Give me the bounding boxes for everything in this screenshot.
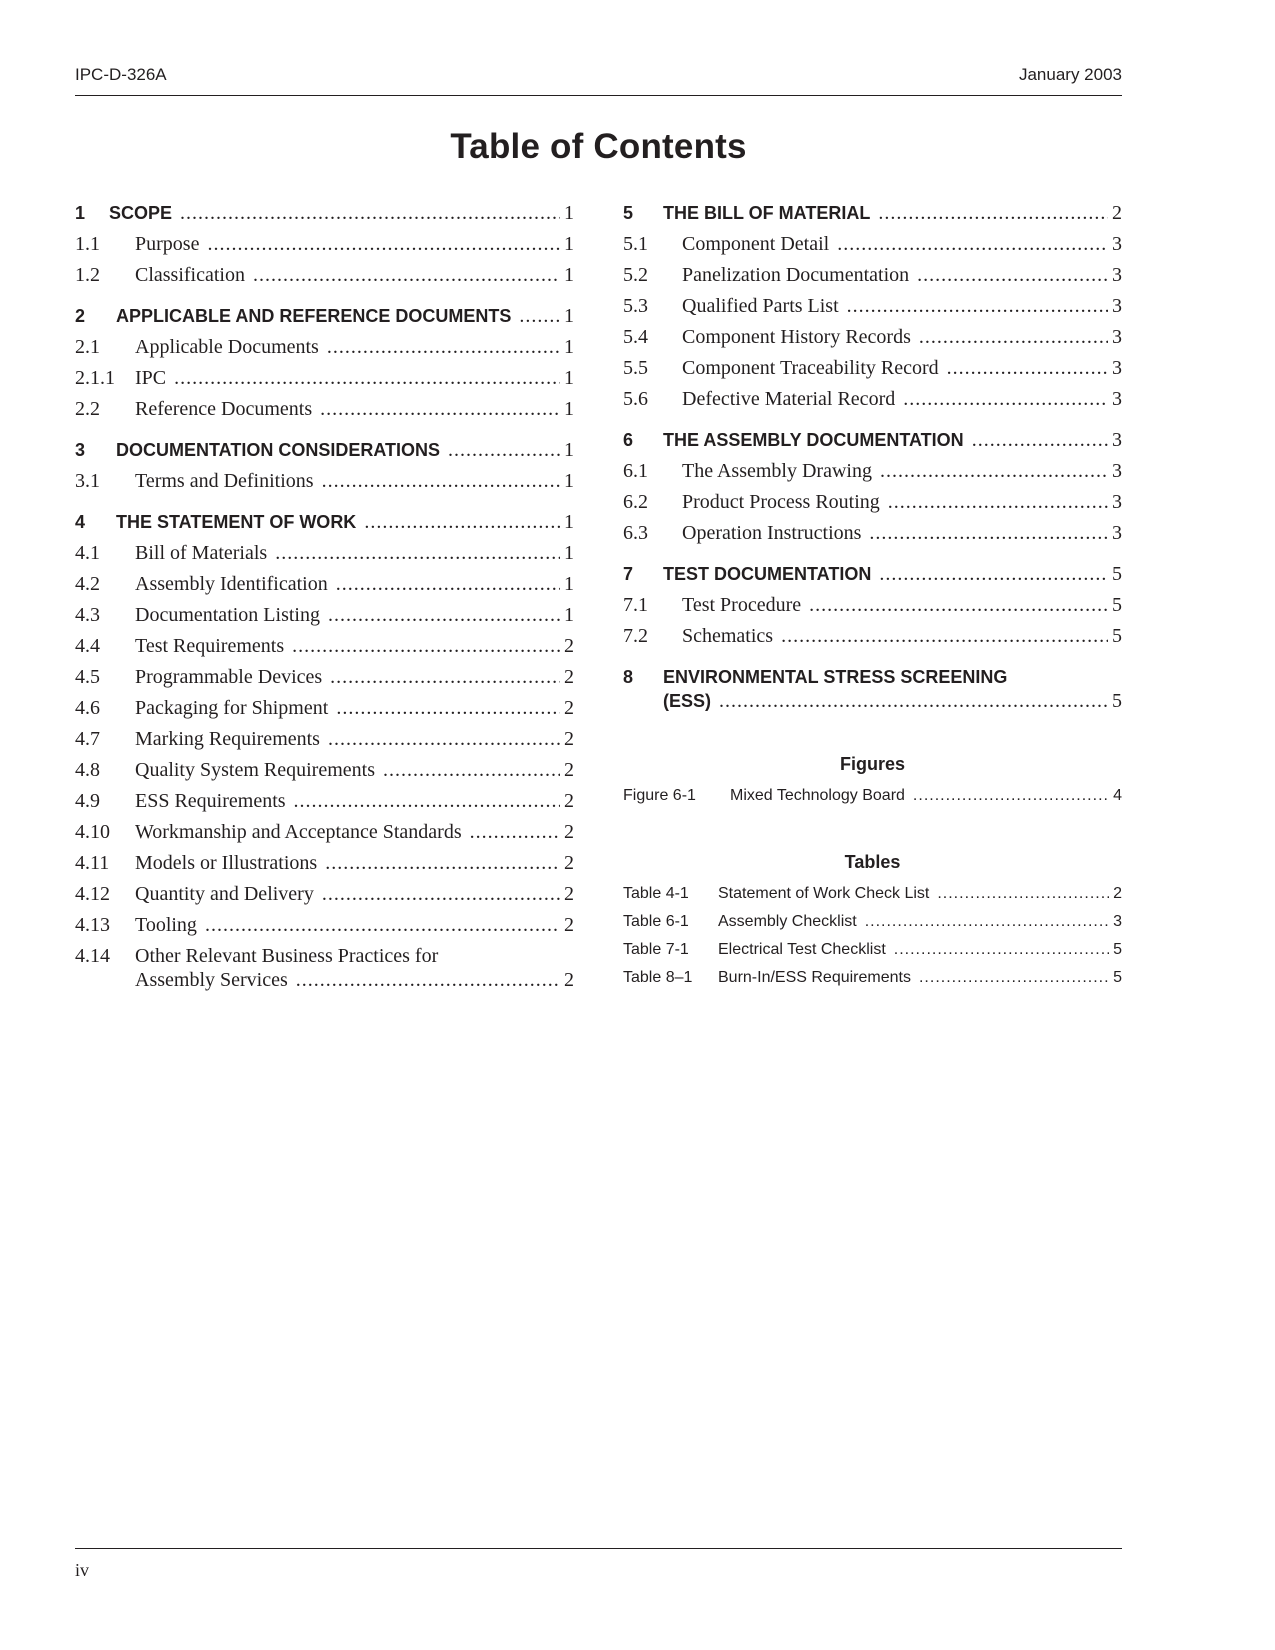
toc-leader-dots — [364, 507, 560, 538]
table-list-entry — [623, 936, 1122, 964]
toc-entry-number: 7 — [623, 564, 634, 584]
toc-leader-dots — [448, 435, 560, 466]
document-id: IPC-D-326A — [75, 65, 167, 84]
toc-subsection-entry — [75, 260, 574, 291]
toc-entry-number: 4.2 — [75, 573, 100, 595]
toc-subsection-entry — [75, 786, 574, 817]
toc-entry-text — [135, 600, 574, 631]
toc-subsection-entry — [623, 353, 1122, 384]
toc-entry-number: 1.1 — [75, 233, 100, 255]
toc-subsection-entry — [623, 487, 1122, 518]
toc-section-entry — [623, 662, 1122, 712]
toc-entry-page: 3 — [1112, 264, 1122, 286]
toc-leader-dots — [207, 229, 560, 260]
list-leader-dots — [919, 964, 1109, 992]
list-entry-title: Assembly Checklist — [718, 913, 857, 930]
toc-entry-title: Terms and Definitions — [135, 470, 314, 492]
toc-entry-page: 2 — [564, 821, 574, 843]
toc-entry-text — [663, 686, 1122, 717]
toc-entry-number: 5 — [623, 203, 634, 223]
tables-heading: Tables — [844, 852, 901, 872]
toc-subsection-entry — [75, 394, 574, 425]
list-entry-text — [730, 782, 1122, 810]
toc-entry-page: 2 — [564, 790, 574, 812]
toc-leader-dots — [879, 559, 1108, 590]
toc-entry-text — [663, 559, 1122, 590]
toc-subsection-entry — [75, 941, 574, 991]
toc-entry-page: 1 — [564, 367, 574, 389]
toc-entry-text — [135, 848, 574, 879]
toc-leader-dots — [919, 322, 1108, 353]
toc-entry-page: 2 — [564, 883, 574, 905]
toc-entry-title: Quantity and Delivery — [135, 883, 314, 905]
toc-subsection-entry — [623, 291, 1122, 322]
toc-entry-text — [682, 487, 1122, 518]
toc-subsection-entry — [623, 229, 1122, 260]
toc-entry-title: Packaging for Shipment — [135, 697, 329, 719]
list-entry-text — [718, 964, 1122, 992]
toc-entry-number: 4.4 — [75, 635, 100, 657]
toc-subsection-entry — [75, 755, 574, 786]
toc-subsection-entry — [75, 848, 574, 879]
toc-entry-page: 1 — [564, 336, 574, 358]
toc-entry-number: 4.10 — [75, 821, 110, 843]
toc-entry-text — [682, 384, 1122, 415]
toc-leader-dots — [330, 662, 560, 693]
toc-leader-dots — [325, 848, 560, 879]
toc-subsection-entry — [623, 260, 1122, 291]
toc-subsection-entry — [75, 538, 574, 569]
toc-entry-page: 5 — [1112, 625, 1122, 647]
toc-entry-title: THE BILL OF MATERIAL — [663, 203, 871, 223]
toc-entry-text — [135, 363, 574, 394]
toc-section-entry — [623, 559, 1122, 590]
list-leader-dots — [894, 936, 1109, 964]
toc-entry-page: 1 — [564, 305, 574, 327]
list-entry-text — [718, 936, 1122, 964]
toc-subsection-entry — [623, 456, 1122, 487]
toc-subsection-entry — [623, 322, 1122, 353]
toc-entry-title: Marking Requirements — [135, 728, 320, 750]
toc-leader-dots — [869, 518, 1108, 549]
table-list-entry — [623, 880, 1122, 908]
toc-entry-number: 3 — [75, 440, 86, 460]
toc-entry-number: 4.9 — [75, 790, 100, 812]
toc-entry-title: Panelization Documentation — [682, 264, 910, 286]
toc-subsection-entry — [75, 693, 574, 724]
list-entry-page: 4 — [1113, 787, 1122, 804]
toc-subsection-entry — [75, 600, 574, 631]
toc-entry-page: 2 — [564, 697, 574, 719]
toc-entry-number: 4.6 — [75, 697, 100, 719]
toc-subsection-entry — [75, 724, 574, 755]
toc-entry-title: TEST DOCUMENTATION — [663, 564, 872, 584]
toc-leader-dots — [383, 755, 560, 786]
toc-entry-title: Documentation Listing — [135, 604, 320, 626]
toc-entry-number: 4.5 — [75, 666, 100, 688]
toc-entry-title: Programmable Devices — [135, 666, 323, 688]
table-number: Table 8–1 — [623, 969, 693, 986]
toc-leader-dots — [328, 724, 560, 755]
document-date: January 2003 — [1018, 65, 1122, 84]
toc-entry-title: DOCUMENTATION CONSIDERATIONS — [116, 440, 440, 460]
toc-entry-page: 3 — [1112, 491, 1122, 513]
toc-entry-title: Component Detail — [682, 233, 830, 255]
toc-subsection-entry — [623, 384, 1122, 415]
page-header — [75, 63, 1122, 96]
toc-leader-dots — [275, 538, 560, 569]
toc-subsection-entry — [623, 590, 1122, 621]
toc-entry-text — [135, 538, 574, 569]
list-entry-page: 3 — [1113, 913, 1122, 930]
toc-entry-number: 4.12 — [75, 883, 110, 905]
toc-leader-dots — [719, 686, 1108, 717]
toc-entry-text — [135, 817, 574, 848]
page-title: Table of Contents — [450, 127, 747, 166]
table-number: Table 4-1 — [623, 885, 689, 902]
toc-entry-number: 3.1 — [75, 470, 100, 492]
toc-entry-number: 6.1 — [623, 460, 648, 482]
toc-section-entry — [75, 435, 574, 466]
toc-entry-text — [135, 965, 574, 996]
toc-entry-title-line1: ENVIRONMENTAL STRESS SCREENING — [663, 667, 1008, 687]
footer-rule — [75, 1548, 1122, 1549]
toc-entry-number: 8 — [623, 667, 634, 687]
toc-entry-page: 3 — [1112, 429, 1122, 451]
toc-entry-page: 1 — [564, 511, 574, 533]
toc-entry-page: 2 — [1112, 202, 1122, 224]
toc-entry-text — [135, 569, 574, 600]
toc-entry-page: 3 — [1112, 233, 1122, 255]
toc-entry-title: Component History Records — [682, 326, 911, 348]
toc-entry-title: Classification — [135, 264, 245, 286]
toc-subsection-entry — [75, 910, 574, 941]
toc-entry-page: 1 — [564, 573, 574, 595]
toc-entry-number: 5.5 — [623, 357, 648, 379]
toc-leader-dots — [320, 394, 560, 425]
toc-entry-title: APPLICABLE AND REFERENCE DOCUMENTS — [116, 306, 512, 326]
toc-entry-page: 1 — [564, 398, 574, 420]
toc-entry-text — [116, 435, 574, 466]
toc-leader-dots — [947, 353, 1108, 384]
toc-entry-page: 3 — [1112, 522, 1122, 544]
toc-entry-text — [682, 456, 1122, 487]
list-leader-dots — [865, 908, 1109, 936]
toc-entry-number: 5.3 — [623, 295, 648, 317]
toc-entry-text — [116, 507, 574, 538]
list-entry-title: Statement of Work Check List — [718, 885, 930, 902]
table-number: Table 6-1 — [623, 913, 689, 930]
toc-entry-title: (ESS) — [663, 691, 712, 711]
toc-entry-page: 1 — [564, 542, 574, 564]
toc-entry-title: Test Requirements — [135, 635, 285, 657]
toc-leader-dots — [322, 466, 560, 497]
toc-entry-text — [682, 229, 1122, 260]
toc-entry-number: 5.6 — [623, 388, 648, 410]
toc-entry-title: Models or Illustrations — [135, 852, 318, 874]
list-entry-page: 5 — [1113, 941, 1122, 958]
toc-entry-text — [682, 353, 1122, 384]
toc-entry-number: 6.2 — [623, 491, 648, 513]
toc-subsection-entry — [75, 466, 574, 497]
toc-leader-dots — [322, 879, 560, 910]
toc-entry-text — [682, 322, 1122, 353]
toc-entry-number: 2.1.1 — [75, 367, 115, 389]
toc-entry-page: 3 — [1112, 460, 1122, 482]
list-entry-title: Burn-In/ESS Requirements — [718, 969, 911, 986]
toc-leader-dots — [917, 260, 1108, 291]
toc-entry-page: 3 — [1112, 295, 1122, 317]
toc-entry-number: 4.13 — [75, 914, 110, 936]
toc-entry-number: 1.2 — [75, 264, 100, 286]
toc-entry-number: 6 — [623, 430, 634, 450]
toc-entry-title: Schematics — [682, 625, 774, 647]
toc-entry-title: Qualified Parts List — [682, 295, 839, 317]
toc-leader-dots — [781, 621, 1108, 652]
toc-entry-title: Product Process Routing — [682, 491, 880, 513]
toc-entry-number: 2 — [75, 306, 86, 326]
toc-entry-number: 4.3 — [75, 604, 100, 626]
toc-entry-page: 5 — [1112, 563, 1122, 585]
toc-entry-title: Bill of Materials — [135, 542, 268, 564]
toc-subsection-entry — [75, 332, 574, 363]
toc-entry-number: 4.8 — [75, 759, 100, 781]
toc-section-entry — [75, 301, 574, 332]
toc-entry-title: Workmanship and Acceptance Standards — [135, 821, 462, 843]
toc-entry-text — [135, 394, 574, 425]
toc-entry-number: 2.1 — [75, 336, 100, 358]
toc-section-entry — [75, 198, 574, 229]
toc-entry-title: Reference Documents — [135, 398, 313, 420]
toc-subsection-entry — [623, 518, 1122, 549]
toc-entry-title: Purpose — [135, 233, 200, 255]
toc-entry-title-line1: Other Relevant Business Practices for — [135, 945, 439, 967]
toc-leader-dots — [336, 693, 560, 724]
toc-entry-number: 1 — [75, 203, 86, 223]
toc-entry-text — [135, 755, 574, 786]
list-leader-dots — [937, 880, 1109, 908]
toc-entry-page: 3 — [1112, 357, 1122, 379]
toc-entry-page: 2 — [564, 635, 574, 657]
toc-entry-text — [135, 229, 574, 260]
toc-right-column — [623, 198, 1122, 992]
toc-leader-dots — [880, 456, 1108, 487]
toc-entry-number: 7.2 — [623, 625, 648, 647]
toc-entry-title: SCOPE — [109, 203, 173, 223]
toc-subsection-entry — [75, 569, 574, 600]
toc-subsection-entry — [75, 817, 574, 848]
toc-leader-dots — [205, 910, 560, 941]
toc-entry-page: 5 — [1112, 690, 1122, 712]
toc-entry-text — [682, 518, 1122, 549]
toc-entry-title: Quality System Requirements — [135, 759, 375, 781]
toc-entry-text — [135, 466, 574, 497]
toc-entry-number: 4.1 — [75, 542, 100, 564]
toc-leader-dots — [847, 291, 1108, 322]
toc-leader-dots — [292, 631, 560, 662]
toc-entry-title: THE ASSEMBLY DOCUMENTATION — [663, 430, 964, 450]
toc-subsection-entry — [623, 621, 1122, 652]
toc-entry-number: 2.2 — [75, 398, 100, 420]
list-entry-title: Electrical Test Checklist — [718, 941, 886, 958]
toc-leader-dots — [470, 817, 560, 848]
toc-subsection-entry — [75, 662, 574, 693]
toc-entry-text — [135, 631, 574, 662]
toc-entry-text — [135, 879, 574, 910]
toc-entry-number: 4.11 — [75, 852, 110, 874]
toc-entry-number: 4.14 — [75, 945, 110, 967]
toc-leader-dots — [972, 425, 1108, 456]
toc-leader-dots — [878, 198, 1108, 229]
toc-entry-title: The Assembly Drawing — [682, 460, 872, 482]
toc-entry-page: 1 — [564, 470, 574, 492]
toc-entry-text — [135, 260, 574, 291]
toc-entry-title: Assembly Identification — [135, 573, 328, 595]
list-entry-page: 2 — [1113, 885, 1122, 902]
toc-entry-number: 5.1 — [623, 233, 648, 255]
toc-entry-page: 5 — [1112, 594, 1122, 616]
toc-subsection-entry — [75, 631, 574, 662]
toc-leader-dots — [327, 332, 560, 363]
toc-entry-text — [135, 724, 574, 755]
toc-entry-text — [135, 332, 574, 363]
toc-entry-text — [116, 301, 574, 332]
footer-page-number: iv — [75, 1560, 90, 1580]
toc-leader-dots — [888, 487, 1108, 518]
toc-entry-text — [109, 198, 574, 229]
toc-entry-page: 2 — [564, 728, 574, 750]
toc-right-entries — [623, 198, 1122, 712]
toc-leader-dots — [253, 260, 560, 291]
toc-entry-title: Operation Instructions — [682, 522, 862, 544]
toc-entry-title: Tooling — [135, 914, 197, 936]
toc-entry-page: 3 — [1112, 326, 1122, 348]
toc-entry-title: Assembly Services — [135, 969, 288, 991]
toc-entry-text — [682, 621, 1122, 652]
toc-entry-text — [663, 198, 1122, 229]
toc-subsection-entry — [75, 229, 574, 260]
figure-number: Figure 6-1 — [623, 787, 696, 804]
toc-leader-dots — [336, 569, 560, 600]
toc-entry-text — [135, 910, 574, 941]
toc-entry-number: 5.2 — [623, 264, 648, 286]
figures-heading: Figures — [839, 754, 905, 774]
toc-entry-text — [682, 260, 1122, 291]
toc-entry-title: Test Procedure — [682, 594, 802, 616]
toc-entry-page: 2 — [564, 666, 574, 688]
toc-left-column — [75, 198, 574, 991]
table-number: Table 7-1 — [623, 941, 689, 958]
list-entry-page: 5 — [1113, 969, 1122, 986]
toc-entry-page: 2 — [564, 852, 574, 874]
list-entry-text — [718, 880, 1122, 908]
toc-entry-number: 7.1 — [623, 594, 648, 616]
toc-entry-page: 3 — [1112, 388, 1122, 410]
table-list-entry — [623, 908, 1122, 936]
list-leader-dots — [913, 782, 1109, 810]
toc-section-entry — [623, 425, 1122, 456]
toc-entry-title: THE STATEMENT OF WORK — [116, 512, 357, 532]
toc-entry-page: 1 — [564, 202, 574, 224]
toc-entry-text — [682, 291, 1122, 322]
toc-section-entry — [623, 198, 1122, 229]
toc-subsection-entry — [75, 879, 574, 910]
toc-entry-number: 6.3 — [623, 522, 648, 544]
toc-entry-page: 2 — [564, 759, 574, 781]
toc-subsection-entry — [75, 363, 574, 394]
toc-entry-page: 1 — [564, 233, 574, 255]
toc-entry-number: 4.7 — [75, 728, 100, 750]
list-entry-title: Mixed Technology Board — [730, 787, 905, 804]
toc-entry-text — [135, 693, 574, 724]
toc-entry-text — [682, 590, 1122, 621]
toc-entry-text — [135, 786, 574, 817]
toc-leader-dots — [809, 590, 1108, 621]
toc-entry-text — [135, 662, 574, 693]
figure-list-entry — [623, 782, 1122, 810]
toc-entry-page: 1 — [564, 604, 574, 626]
toc-leader-dots — [294, 786, 560, 817]
toc-entry-page: 2 — [564, 914, 574, 936]
toc-leader-dots — [837, 229, 1108, 260]
toc-entry-title: ESS Requirements — [135, 790, 286, 812]
toc-entry-text — [663, 425, 1122, 456]
toc-entry-title: IPC — [135, 367, 167, 389]
table-list-entry — [623, 964, 1122, 992]
toc-leader-dots — [519, 301, 560, 332]
toc-section-entry — [75, 507, 574, 538]
toc-entry-title: Defective Material Record — [682, 388, 896, 410]
toc-entry-title: Component Traceability Record — [682, 357, 939, 379]
toc-entry-number: 5.4 — [623, 326, 648, 348]
toc-leader-dots — [903, 384, 1108, 415]
toc-leader-dots — [328, 600, 560, 631]
toc-leader-dots — [174, 363, 560, 394]
toc-leader-dots — [296, 965, 560, 996]
toc-entry-page: 2 — [564, 969, 574, 991]
toc-entry-number: 4 — [75, 512, 86, 532]
figures-list — [623, 782, 1122, 810]
list-entry-text — [718, 908, 1122, 936]
tables-list — [623, 880, 1122, 992]
toc-leader-dots — [180, 198, 560, 229]
toc-entry-page: 1 — [564, 439, 574, 461]
toc-entry-page: 1 — [564, 264, 574, 286]
toc-entry-title: Applicable Documents — [135, 336, 319, 358]
